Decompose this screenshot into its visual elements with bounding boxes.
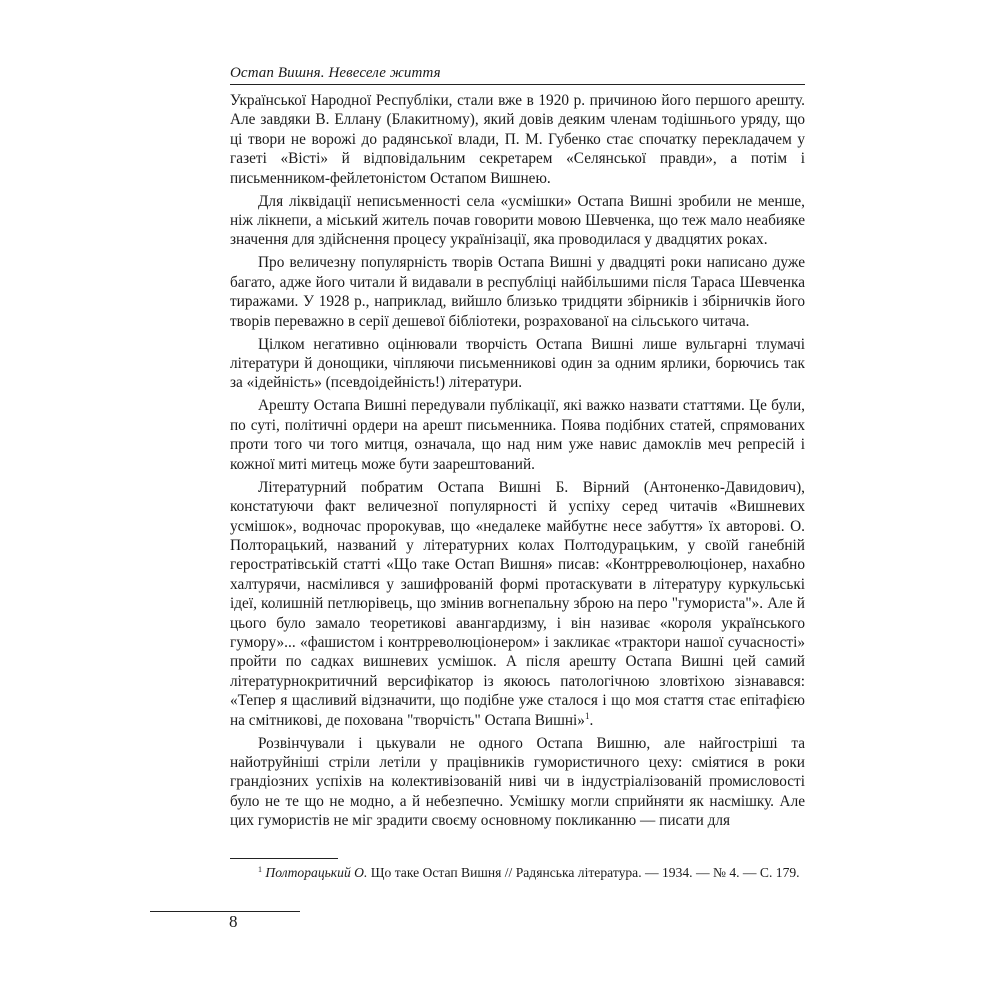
footnote-author: Полторацький О. — [265, 865, 368, 880]
paragraph: Про величезну популярність творів Остапа Вишні у двадцяті роки написано дуже багато, адже його читали й видавали в республіці найбільшими після Тараса Шевченка тиражами. У 1928 р., наприклад, вийшло близько тридцяти збірників і збірничків його творів переважно в серії дешевої бібліотеки, розрахованої на сільського читача. — [230, 254, 805, 330]
footnote-text: Що таке Остап Вишня // Радянська література. — 1934. — № 4. — С. 179. — [370, 865, 800, 880]
paragraph: Української Народної Республіки, стали вже в 1920 р. причиною його першого арешту. Але завдяки В. Еллану (Блакитному), який довів деяким членам тодішнього уряду, що ці твори не ворожі до радянської влади, П. М. Губенко стає спочатку перекладачем у газеті «Вісті» й відповідальним секретарем «Селянської правди», а потім і письменником-фейлетоністом Остапом Вишнею. — [230, 92, 805, 187]
footnote-ref[interactable]: 1 — [584, 710, 590, 721]
paragraph: Цілком негативно оцінювали творчість Остапа Вишні лише вульгарні тлумачі літератури й донощики, чіпляючи письменникові один за одним ярлики, борючись так за «ідейність» (псевдоідейність!) літератури. — [230, 335, 805, 392]
paragraph: Арешту Остапа Вишні передували публікації, які важко назвати статтями. Це були, по суті, політичні ордери на арешт письменника. Поява подібних статей, спрямованих проти того чи того митця, означала, що над ним уже навис дамоклів меч репресій і кожної миті митець може бути заарештований. — [230, 397, 805, 473]
folio-rule — [150, 911, 300, 912]
paragraph: Розвінчували і цькували не одного Остапа Вишню, але найгостріші та найотруйніші стріли летіли у працівників гумористичного цеху: сміятися в роки грандіозних успіхів на колективізованій ниві чи в індустріалізованій промисловості було не те що не модно, а й небезпечно. Усмішку могли сприйняти як насмішку. Але цих гумористів не міг зрадити своєму основному покликанню — писати для — [230, 734, 805, 830]
header-rule — [230, 84, 805, 85]
page-number: 8 — [229, 912, 238, 931]
footnote-number: 1 — [258, 865, 262, 874]
body-text — [230, 91, 805, 831]
paragraph: Літературний побратим Остапа Вишні Б. Вірний (Антоненко-Давидович), констатуючи факт величезної популярності й успіху серед читачів «Вишневих усмішок», водночас пророкував, що «недалеке майбутнє несе забуття» їх авторові. О. Полторацький, названий у літературних колах Полтодурацьким, у своїй ганебній геростратівській статті «Що таке Остап Вишня» писав: «Контрреволюціонер, нахабно халтурячи, насмілився у зашифрованій формі протаскувати в літературу куркульські ідеї, колишній петлюрівець, що змінив вогнепальну зброю на перо "гумориста"». Але й цього було замало теоретикові авангардизму, і він називає «короля українського гумору»... «фашистом і контрреволюціонером» і закликає «трактори нашої сучасності» пройти по садках вишневих усмішок. А після арешту Остапа Вишні цей самий літературнокритичний версифікатор із якоюсь патологічною зловтіхою зізнавався: «Тепер я щасливий відзначити, що подібне уже сталося і що моя стаття стає епітафією на смітникові, де похована "творчість" Остапа Вишні»$^1$. — [230, 478, 805, 729]
paragraph: Для ліквідації неписьменності села «усмішки» Остапа Вишні зробили не менше, ніж лікнепи, а міський житель почав говорити мовою Шевченка, що теж мало неабияке значення для здійснення процесу українізації, яка проводилася у двадцятих роках. — [230, 192, 805, 249]
footnote-rule — [230, 858, 338, 859]
footnote — [230, 864, 805, 882]
running-head: Остап Вишня. Невеселе життя — [230, 65, 441, 81]
